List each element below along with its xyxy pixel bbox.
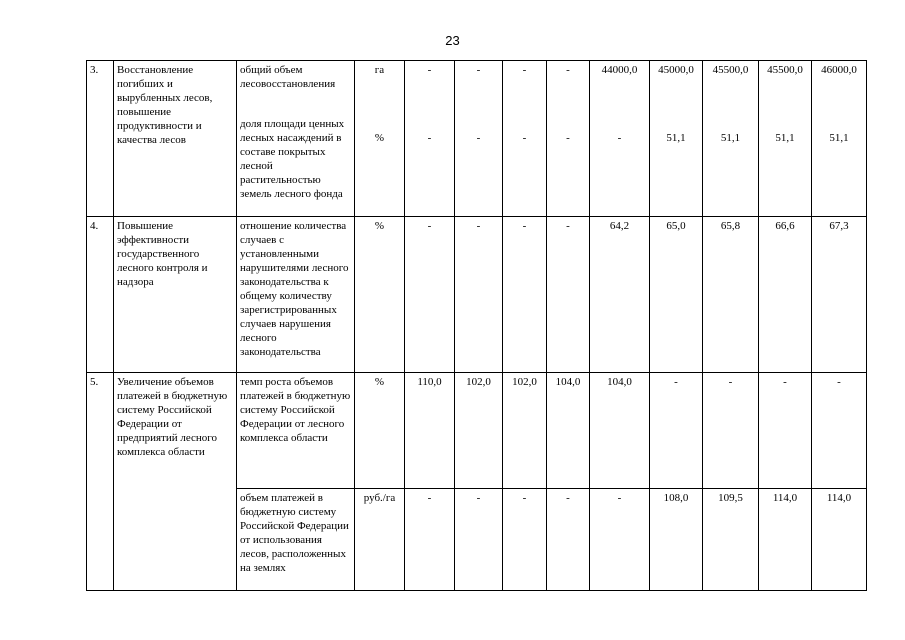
indicator-name: темп роста объемов платежей в бюджетную систему Российской Федерации от лесного комплекса области [237,373,355,489]
indicator-name: отношение количества случаев с установленными нарушителями лесного законодательства к общему количеству зарегистрированных случаев нарушения лесного законодательства [237,217,355,373]
value: - [566,64,570,76]
value: 44000,0 [601,64,638,76]
value: - [476,132,481,144]
value-cell [503,61,547,217]
value: - [503,489,547,591]
value: - [522,132,527,144]
value: - [522,64,527,76]
value: - [703,373,759,489]
value: 108,0 [650,489,703,591]
value: 51,1 [775,132,795,144]
value: 102,0 [503,373,547,489]
value: 45500,0 [712,64,749,76]
row-number: 4. [87,217,114,373]
indicator-name: доля площади ценных лесных насаждений в составе покрытых лесной растительностью земель лесного фонда [240,118,345,200]
value: 104,0 [547,373,590,489]
value-cell [547,61,590,217]
table-row [87,61,867,217]
unit: га [374,64,385,76]
value: 65,8 [703,217,759,373]
value-cell [590,61,650,217]
value: 110,0 [405,373,455,489]
value: 114,0 [759,489,812,591]
value: - [650,373,703,489]
row-number: 3. [87,61,114,217]
value: - [547,217,590,373]
unit-cell [355,61,405,217]
value: - [759,373,812,489]
value: - [590,489,650,591]
value: - [405,217,455,373]
value-cell [455,61,503,217]
value: 45000,0 [658,64,694,76]
value: - [503,217,547,373]
indicator-cell [237,61,355,217]
value: 64,2 [590,217,650,373]
value: - [476,64,481,76]
value-cell [812,61,867,217]
unit: руб./га [355,489,405,591]
value: - [812,373,867,489]
value: 65,0 [650,217,703,373]
value: 114,0 [812,489,867,591]
value: - [405,489,455,591]
value: 102,0 [455,373,503,489]
table-row [87,373,867,489]
value: - [427,64,432,76]
value: - [566,132,570,144]
value: - [427,132,432,144]
value-cell [759,61,812,217]
value-cell [703,61,759,217]
task-text: Увеличение объемов платежей в бюджетную систему Российской Федерации от предприятий лесного комплекса области [114,373,237,591]
value: 51,1 [666,132,686,144]
value: - [547,489,590,591]
value: 45500,0 [767,64,803,76]
value: - [617,132,622,144]
value: - [455,217,503,373]
value: 67,3 [812,217,867,373]
unit: % [355,217,405,373]
indicator-name: общий объем лесовосстановления [240,64,336,90]
indicators-table [86,60,867,591]
value: 46000,0 [821,64,857,76]
value: 51,1 [720,132,741,144]
value-cell [650,61,703,217]
value: 104,0 [590,373,650,489]
task-text: Повышение эффективности государственного лесного контроля и надзора [114,217,237,373]
unit: % [355,373,405,489]
indicator-name: объем платежей в бюджетную систему Российской Федерации от использования лесов, расположенных на землях [237,489,355,591]
task-text: Восстановление погибших и вырубленных лесов, повышение продуктивности и качества лесов [114,61,237,217]
value: 51,1 [829,132,849,144]
unit: % [374,132,385,144]
row-number: 5. [87,373,114,591]
page-number: 23 [445,33,460,48]
value: 109,5 [703,489,759,591]
value: - [455,489,503,591]
table-row [87,217,867,373]
value: 66,6 [759,217,812,373]
value-cell [405,61,455,217]
